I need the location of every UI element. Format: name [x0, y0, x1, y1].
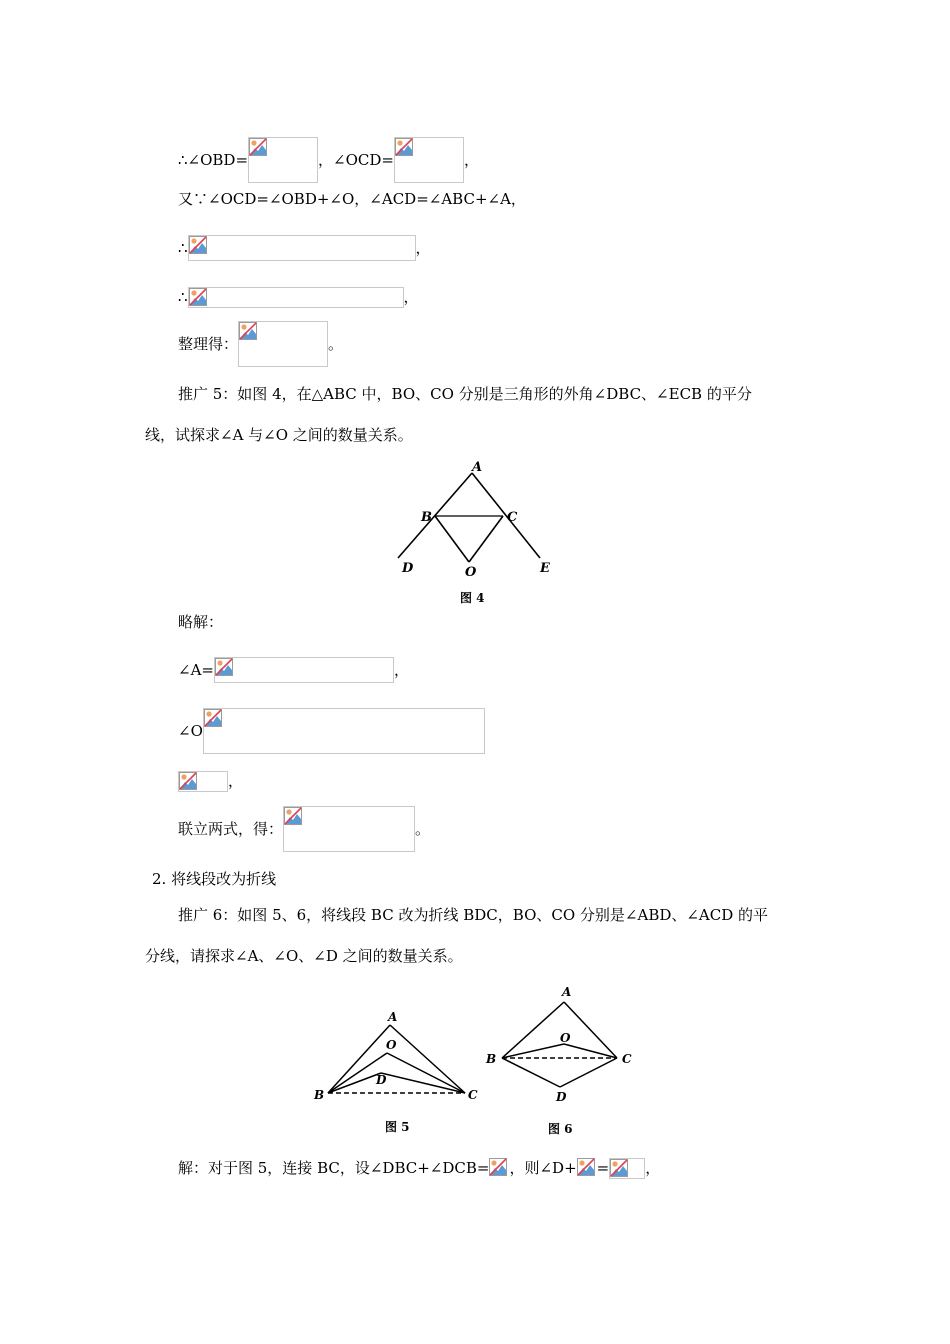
text: ，	[645, 1159, 661, 1177]
line-angle-a	[178, 657, 409, 683]
figure-5-caption: 图 5	[385, 1120, 410, 1134]
text: 推广 5：如图 4，在△ABC 中，BO、CO 分别是三角形的外角∠DBC、∠ECB 的平分	[178, 385, 752, 403]
broken-image-icon	[249, 138, 267, 156]
figure-6	[480, 980, 640, 1140]
broken-image-icon	[284, 807, 302, 825]
formula-image-placeholder	[489, 1158, 509, 1178]
text: =	[596, 1159, 610, 1177]
figure-4-caption: 图 4	[460, 591, 485, 605]
figure-6-diagram	[480, 980, 640, 1140]
text: ，	[463, 151, 479, 169]
label-e: E	[540, 561, 550, 576]
formula-image-placeholder	[609, 1158, 645, 1179]
label-c: C	[468, 1088, 478, 1102]
label-o: O	[465, 565, 477, 580]
line-brief-solution	[178, 611, 223, 632]
label-b: B	[486, 1052, 497, 1066]
figure-4-diagram	[390, 455, 560, 610]
text: 略解：	[178, 613, 224, 631]
formula-image-placeholder	[188, 235, 416, 261]
broken-image-icon	[179, 772, 197, 790]
label-d: D	[402, 561, 414, 576]
figure-4	[390, 455, 560, 610]
line-combine	[178, 806, 430, 852]
paragraph-extension-6-line1	[178, 904, 768, 925]
text: ，则∠D+	[509, 1159, 577, 1177]
label-c: C	[622, 1052, 632, 1066]
label-d: D	[376, 1073, 387, 1087]
label-a: A	[562, 985, 572, 999]
line-angle-o	[178, 708, 485, 754]
text: ∠A=	[178, 661, 214, 679]
broken-image-icon	[215, 658, 233, 676]
label-c: C	[507, 510, 518, 525]
text: 又∵∠OCD=∠OBD+∠O，∠ACD=∠ABC+∠A，	[178, 190, 526, 208]
figure-5-diagram	[310, 1005, 490, 1140]
line-simplify	[178, 321, 343, 367]
line-solution-fig5	[178, 1157, 660, 1179]
line-therefore-1	[178, 235, 431, 261]
broken-image-icon	[204, 709, 222, 727]
text: 。	[415, 820, 431, 838]
section-heading-2	[152, 868, 276, 889]
label-o: O	[386, 1038, 397, 1052]
formula-image-placeholder	[248, 137, 318, 183]
broken-image-icon	[239, 322, 257, 340]
figure-6-caption: 图 6	[548, 1122, 573, 1136]
text: ∠O	[178, 722, 203, 740]
formula-image-placeholder	[283, 806, 415, 852]
text: 推广 6：如图 5、6，将线段 BC 改为折线 BDC，BO、CO 分别是∠ABD、∠ACD 的平	[178, 906, 769, 924]
formula-image-placeholder	[203, 708, 485, 754]
paragraph-extension-5-line2	[145, 424, 413, 445]
text: 解：对于图 5，连接 BC，设∠DBC+∠DCB=	[178, 1159, 490, 1177]
figure-5	[310, 1005, 490, 1140]
formula-image-placeholder	[577, 1158, 597, 1178]
text: 2. 将线段改为折线	[152, 870, 277, 888]
formula-image-placeholder	[188, 287, 404, 308]
line-small-formula	[178, 770, 243, 792]
broken-image-icon	[577, 1158, 595, 1176]
text: 整理得：	[178, 335, 239, 353]
broken-image-icon	[189, 236, 207, 254]
text: ，	[403, 288, 419, 306]
text: ，	[228, 772, 244, 790]
broken-image-icon	[395, 138, 413, 156]
label-b: B	[421, 510, 432, 525]
label-b: B	[314, 1088, 325, 1102]
formula-image-placeholder	[178, 771, 228, 792]
text: ∴	[178, 288, 188, 306]
line-obd-ocd	[178, 137, 479, 183]
formula-image-placeholder	[214, 657, 394, 683]
text: 联立两式，得：	[178, 820, 284, 838]
text: ，	[415, 239, 431, 257]
paragraph-extension-6-line2	[145, 945, 463, 966]
broken-image-icon	[189, 288, 207, 306]
label-a: A	[388, 1010, 398, 1024]
broken-image-icon	[610, 1159, 628, 1177]
line-therefore-2	[178, 286, 419, 308]
text: ，	[393, 661, 409, 679]
formula-image-placeholder	[238, 321, 328, 367]
text: ∴∠OBD=	[178, 151, 249, 169]
text: ，∠OCD=	[318, 151, 394, 169]
text: ∴	[178, 239, 188, 257]
formula-image-placeholder	[394, 137, 464, 183]
paragraph-extension-5-line1	[178, 383, 752, 404]
label-a: A	[472, 460, 483, 475]
text: 线，试探求∠A 与∠O 之间的数量关系。	[145, 426, 413, 444]
text: 分线，请探求∠A、∠O、∠D 之间的数量关系。	[145, 947, 463, 965]
line-angle-relations	[178, 188, 526, 209]
label-d: D	[556, 1090, 567, 1104]
text: 。	[328, 335, 344, 353]
broken-image-icon	[489, 1158, 507, 1176]
label-o: O	[560, 1031, 571, 1045]
